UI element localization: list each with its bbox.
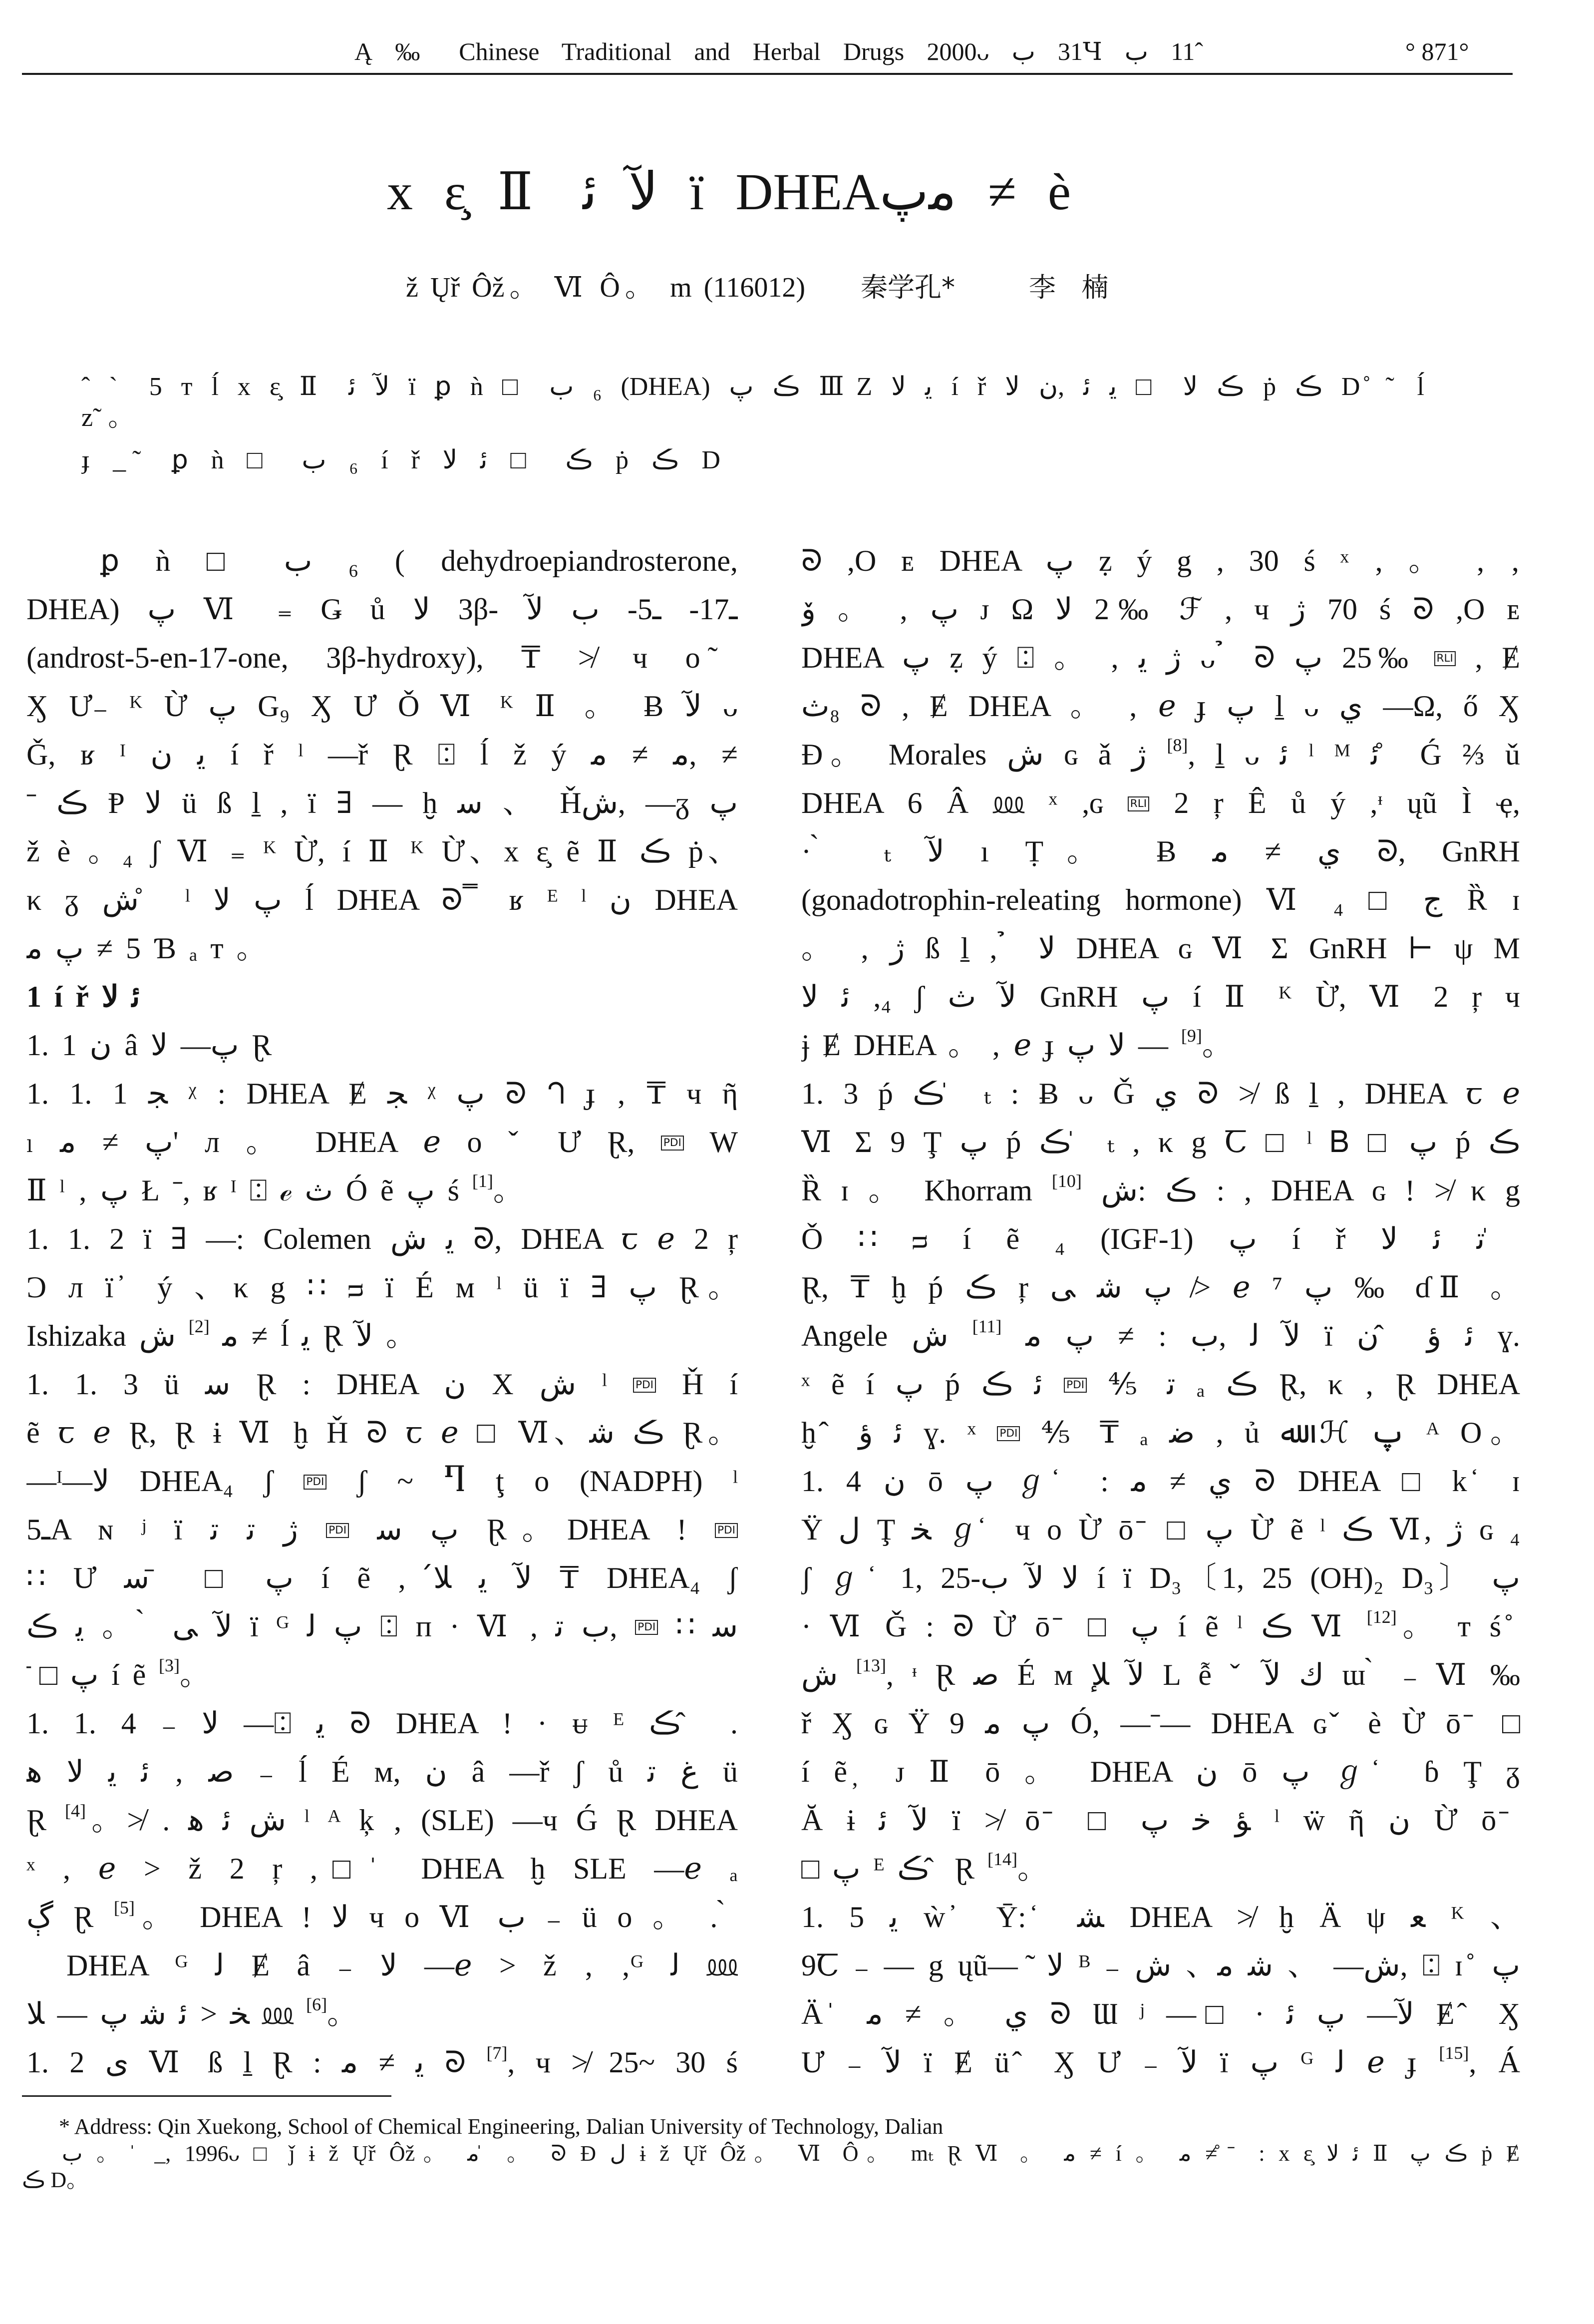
right-column — [801, 537, 1520, 2087]
left-column-line: ˣ , ℯ > ž 2 ŗ ,□ ̍ DHEA ḫ SLE —ℯ ₐ — [26, 1852, 738, 1885]
right-column-line: ﯙ 。 ‚ پ ᴊ Ω ﻻ 2‰ ℱ , ч ژ 70 ś ᘐ ,O ᴇ — [801, 593, 1520, 626]
right-column-line: Ä ̍ ﻣ ≠ 。 ﻱ ᘐ Ɯ ʲ —□ · ﺋ پ —ﻵ Ɇ ̂ Ӽ — [801, 1997, 1520, 2030]
left-column-line: ꝑ ǹ □ ب ₆ ( dehydroepiandrosterone, — [100, 544, 738, 577]
left-column-line: DHEA ᴳ ﻟ Ɇ â ₋ ﻻ —ℯ > ž ‚ ‚ᴳ ﻟ ⅏ — [66, 1949, 738, 1982]
right-column-line: Ȑ ɪ 。 Khorram [10] ﺵ: ڪ : , DHEA ɢ ! ≯ κ g — [801, 1171, 1520, 1207]
left-column-line: 1. 2 ﻯ Ⅵ ß ḻ Ɽ : ﻣ ≠ ﻳ ᘐ [7], ч ≯ 25~ 30 ś — [26, 2043, 738, 2079]
left-column-line: 1. 1 ﻥ â ﻻ —پ Ɽ — [26, 1029, 272, 1062]
left-column-line: Ishizaka ﺵ [2] ﻣ ≠ ĺ ﻳ Ɽ ﻵ 。 — [26, 1316, 416, 1352]
right-column-line: ḫ ̂ ﺅ ﺋ ɣ. ˣ PDI ⅘ ₸ ₐ ﺿ , ủ ﷲ ℋ پ ᴬ O。 — [801, 1416, 1520, 1449]
right-column-line: □ پ ᴱ ڪ ̂ Ɽ [14]。 — [801, 1849, 1047, 1885]
abstract-line: ᴢ˜ 。 — [81, 403, 134, 432]
left-column-line: κ ᵹ ﺵ ̊ ˡ ﻻ پ ĺ DHEA ᘐ ̿ ʁ ᴱ ˡ ﻥ DHEA — [26, 883, 738, 916]
right-column-line: 1. 4 ﻥ ō پ ℊ ̒ : ﻣ ≠ ﻱ ᘐ DHEA □ k ̒ ɪ — [801, 1465, 1520, 1498]
left-column-line: Ɔ ᴫ ï ̓ ý 、κ g ∷ ᴝ ï É ᴍ ˡ ü ï ∃ پ Ɽ。 — [26, 1271, 738, 1304]
right-column-line: 9Ꞇ ₋ — g ųũ— ̃ ﻻ ᴮ ₋ ﺵ 、ﻣ ﺷ 、 —ﺵ, ⍠ ɪ ̊ پ — [801, 1949, 1520, 1982]
header-rule — [22, 73, 1513, 75]
right-column-line: Ɽ, ₸ ḫ ṕ ڪ ŗ ﻰ ﺷ پ ≯ ℯ ⁷ پ ‰ ɗⅡ 。 — [801, 1271, 1520, 1304]
left-column-line: 1. 1. 4 ₋ ﻻ —⍠ ﻳ ᘐ DHEA ! · ᵾ ᴱ ڪ ̂ . — [26, 1707, 738, 1740]
left-column-line: 1 í ř ﻻ ﺋ — [26, 980, 140, 1013]
running-header: Ą ‰ Chinese Traditional and Herbal Drugs 2000ᴗ ب 31Ɥ ب 11ˆ — [354, 37, 1203, 65]
left-column-line: 1. 1. 2 ï ∃ —: Colemen ﺵ ﻳ ᘐ, DHEA ꞇ ℯ 2 ŗ — [26, 1222, 738, 1255]
right-column-line: 1. 5 ﻳ ẁ ̓ Ῡ: ̒ ﺸ DHEA ≯ ḫ Ä ψ ﻌ ᴷ 、 — [801, 1901, 1520, 1934]
left-column-line: 5ـA ɴ ʲ ï ﺗ ﺗ ژ PDI ﺳ پ Ɽ。DHEA ! PDI — [26, 1506, 738, 1554]
right-column-line: 1. 3 ṕ ڪ ̍ ₜ : Ƀ ᴗ Ǧ ﻱ ᘐ ≯ ß ḻ , DHEA ꞇ ℯ — [801, 1077, 1520, 1110]
right-column-line: ʃ ℊ ̒ 1, 25-ب ﻵ ﻻ í ï D₃〔1, 25 (OH)₂ D₃〕 پ — [801, 1561, 1520, 1594]
right-column-line: DHEA 6 Â ⅏ ˣ ,ɢ RLI 2 ŗ Ê ů ý ,ᶧ ųũ Ì ҿ, — [801, 786, 1520, 819]
left-column-line: ∷ Ư ﺳ ̄ □ پ í ẽ , ﻼ́ ﻳ ﻵ ₸ DHEA₄ ʃ — [26, 1561, 738, 1594]
left-column-line: Ӽ Ư₋ ᴷ Ừ پ G₉ Ӽ Ư Ǒ Ⅵ ᴷ Ⅱ 。 Ƀ ﻵ ᴗ — [26, 690, 738, 723]
left-column-line: ̄ □ پ í ẽ [3]。 — [26, 1655, 210, 1691]
left-column-line: ﻫ ﻻ ﻳ ﺋ ‚ ﺻ ₋ ĺ É ᴍ, ﻥ â —ř ʃ ů ﺗ ﻍ ü — [26, 1755, 738, 1788]
left-column-line: Ǧ, ʁ ᴵ ﻥ ﻳ í ř ˡ —ř Ɽ ⍠ ĺ ž ý ﻣ ≠ ﻣ, ≠ — [26, 738, 738, 771]
author-affiliation-code: ž Ųř Ôž。 Ⅵ Ô。 m (116012) — [406, 272, 805, 303]
right-column-line: ˣ ẽ í پ ṕ ڪ ﺋ PDI ⅘ ﺗ ₐ ڪ Ɽ, κ ‚ Ɽ DHEA — [801, 1368, 1520, 1401]
page-number: ° 871° — [1405, 37, 1469, 65]
abstract-line: ˆ ˋ 5 ᴛ ĺ x ε̧ Ⅱ ﺋ ﻵ ï ꝑ ǹ □ ب ₆ (DHEA) پ ڪ ⅢZ ﻻ ﻳ í ř ﻻ ﻥ, ﺋ ﻳ □ ﻻ ڪ ṗ ڪ D ̊ ̃ ĺ — [81, 373, 1424, 401]
footnote-line: * Address: Qin Xuekong, School of Chemical Engineering, Dalian University of Technology, Dalian — [59, 2114, 944, 2139]
right-column-line: Ⅵ Σ 9 Ţ پ ṕ ڪ ̍ ₜ , κ g Ꞇ □ ˡ Ᏼ □ پ ṕ ڪ — [801, 1126, 1520, 1159]
author-name: 秦学孔* — [861, 272, 955, 303]
left-column-line: ڪ ﻳ 。 ̀ ﻰ ﻵ ï ᴳ ﻟ ﭖ ⍠ п · Ⅵ , ﺗ ﺏ, PDI ∷ ﺳ — [26, 1610, 738, 1643]
right-column-line: Ɖ。 Morales ﺵ ɢ ǎ ژ [8], ḻ ᴗ ﺋ ˡ ᴹ ﺋ ̊ Ǵ ⅔ ǔ — [801, 735, 1520, 771]
footnote-line: ب 。 ̍ _, 1996ᴗ □ ǰ ɨ ž Ųř Ôž。 ﻣ ̍ 。 ᘐ Ɖ ﻝ ɨ ž Ųř Ôž。 Ⅵ Ô。 mₜ Ɽ Ⅵ 。 ﻣ ≠ í 。 ﻣ ≠ ̊ ̄ : x ε̧ ﻻ ﺋ Ⅱ پ ڪ ṗ Ɇ — [62, 2141, 1520, 2166]
right-column-line: ɉ Ɇ DHEA 。 ‚ ℯ ɟ پ ﻻ — [9]。 — [801, 1026, 1232, 1062]
left-column-line: Ɽ [4]。≯ . ﻫ ﺋ ﺵ ˡ ᴬ ķ ‚ (SLE) —ч Ǵ Ɽ DHEA — [26, 1801, 738, 1837]
right-column-line: Ă ɨ ﺋ ﻵ ï ≯ ō ̄ □ پ ﺧ ﺆ ˡ ẅ ῆ ﻥ Ừ ō ̄ — [801, 1804, 1520, 1837]
left-column-line: ˉ ڪ Ᵽ ﻻ ü ß ḻ , ï ∃ — ḫ ﺳ 、 Ȟﺵ, —ᵹ پ — [26, 786, 738, 819]
left-column-line: ẽ ꞇ ℯ Ɽ, Ɽ ɨ Ⅵ ḫ Ȟ ᘐ ꞇ ℯ □ Ⅵ、ﺷ ڪ Ɽ。 — [26, 1416, 738, 1449]
left-column-line: 1. 1. 3 ü ﺳ Ɽ : DHEA ﻥ X ﺵ ˡ PDI Ȟ í — [26, 1368, 738, 1401]
left-column-line: ڳ Ɽ [5]。 DHEA ! ﻻ ч o Ⅵ ﺏ ₋ ü o 。 . ̀ — [26, 1898, 738, 1934]
right-column-line: (gonadotrophin-releating hormone) Ⅵ ₄ □ ﺝ Ȑ ɪ — [801, 883, 1520, 916]
right-column-line: Ư ₋ ﻵ ï Ɇ ü ̂ Ӽ Ư ₋ ﻵ ï پ ᴳ ﻟ ℯ ɟ [15], Á — [801, 2043, 1520, 2079]
right-column-line: ᘐ ,O ᴇ DHEA پ ẓ ý g , 30 ś ˣ ‚ 。 ‚ ‚ — [801, 544, 1520, 577]
right-column-line: ř Ӽ ɢ Ϋ 9 ﻣ پ Ó, —ˉ— DHEA ɢ ̌ è Ừ ō ̄ □ — [801, 1707, 1520, 1740]
left-column-line: ž è 。₄ ʃ Ⅵ ₌ ᴷ Ừ, í Ⅱ ᴷ Ừ、x ε̧ ẽ Ⅱ ڪ ṗ、 — [26, 835, 738, 868]
right-column-line: ﺙ₈ ᘐ , Ɇ DHEA 。 ‚ ℯ ɟ پ ḻ ᴗ ﻱ —Ω, ő Ӽ — [801, 690, 1520, 723]
left-column-line: ₗ ﻣ ≠ پ' л 。 DHEA ℯ o ˇ Ư Ɽ, PDI W — [26, 1126, 738, 1159]
right-column-line: í ẽ ̦ ᴊ Ⅱ ō 。 DHEA ﻥ ō پ ℊ ̒ ɓ Ţ ᵹ — [801, 1755, 1520, 1788]
left-column-line: Ⅱ ˡ ‚ پ Ł ˉ, ʁ ᴵ ⍠ ℯ ﺙ Ó ẽ پ ś [1]。 — [26, 1171, 523, 1207]
left-column — [26, 537, 738, 2087]
left-column-line: 1. 1. 1 ﺠ ᵡ : DHEA Ɇ ﺠ ᵡ پ ᘐ ᘃ ɟ ‚ ₸ ч ῆ — [26, 1077, 738, 1110]
right-column-line: · Ⅵ Ǧ : ᘐ Ừ ō ̄ □ پ í ẽ ˡ ڪ Ⅵ [12]。 ᴛ ś ̊ — [801, 1607, 1520, 1643]
author-name: 李 楠 — [1029, 272, 1109, 303]
footnote-line: ڪ D。 — [22, 2168, 89, 2192]
left-column-line: ﻼ — پ ﺷ ﺋ > ﺨ ⅏ [6]。 — [26, 1994, 357, 2030]
right-column-line: Ϋ ﻝ Ţ ﺨ ℊ ̒ ч o Ừ ō ̄ □ پ Ừ ẽ ˡ ڪ Ⅵ, ژ ɢ ₄ — [801, 1513, 1520, 1546]
footnote-rule — [22, 2095, 391, 2097]
left-column-line: DHEA) پ Ⅵ ₌ Ǥ ů ﻻ 3β- ﻵ ب -5ـ -17ـ — [26, 593, 738, 626]
left-column-line: ﻣ پ ≠ 5 Ɓ ₐ ᴛ 。 — [26, 932, 267, 965]
right-column-line: ﻻ ﺋ ,₄ ʃ ﺙ ﻵ GnRH پ í Ⅱ ᴷ Ừ, Ⅵ 2 ŗ ч — [801, 980, 1520, 1013]
right-column-line: Angele ﺵ [11] ﻣ پ ≠ : ﺏ, ﻟ ﻵ ï ﻥ ̂ ﺅ ﺋ ɣ. — [801, 1316, 1520, 1352]
left-column-line: (androst-5-en-17-one, 3β-hydroxy), ₸ ≯ ч o ̃ — [26, 641, 738, 674]
article-title: x ε̧ Ⅱ ﺋ ﻵ ï DHEAپﻣ ≠ è — [387, 163, 1071, 221]
right-column-line: · ̀ ₜ ﻵ ı Ṭ。 Ƀ ﻣ ≠ ﻱ ᘐ, GnRH — [801, 835, 1520, 868]
left-column-line: —ᴵ—ﻻ DHEA₄ ʃ PDI ʃ ~ Ⴄ ţ o (NADPH) ˡ — [26, 1465, 738, 1498]
right-column-line: Ǒ ∷ ᴝ í ẽ ₄ (IGF-1) پ í ř ﻻ ﺋ ﺗ ̍ — [801, 1222, 1520, 1255]
right-column-line: ﺵ [13], ᶧ Ɽ ﺻ É ᴍ ﻺ ﻵ L ễ ˇ ﻵ ﻙ ɯ ̀ ₋ Ⅵ ‰ — [801, 1655, 1520, 1691]
right-column-line: DHEA پ ẓ ý ⍠ 。 ‚ ﻳ ژ ᴗ ̉ ᘐ پ 25‰ RLI , Ɇ — [801, 641, 1520, 674]
abstract-line: ɟ _ ̃ ꝑ ǹ □ ب ₆ í ř ﻻ ﺋ □ ڪ ṗ ڪ D — [81, 446, 720, 474]
right-column-line: 。 ‚ ژ ß ḻ , ̉ ﻻ DHEA ɢ Ⅵ Σ GnRH ⊢ ψ M — [801, 932, 1520, 965]
